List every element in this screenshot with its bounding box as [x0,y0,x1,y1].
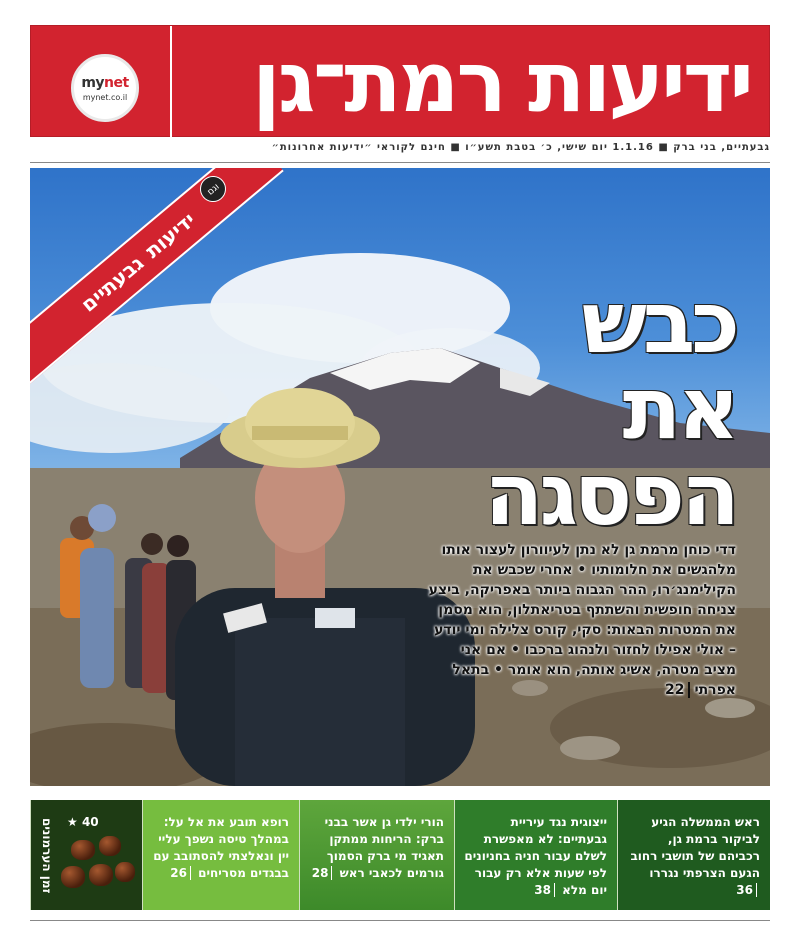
teaser-text: ראש הממשלה הגיע לביקור ברמת גן, רכביהם של תושבי רחוב הגעם הצרפתי נגררו [630,815,760,880]
logo-my: my [81,75,105,91]
teaser-bar [30,800,770,910]
ad-count: 40 ★ [67,815,99,829]
ribbon-badge: וגם [195,171,232,208]
teaser-page: 36 [736,883,757,897]
cover-photo [30,168,770,786]
deck-page-number: 22 [665,682,690,698]
headline-line3: הפסגה [484,445,736,545]
mynet-logo-text [74,75,136,91]
chestnut-icon [89,864,113,886]
ribbon-word2: גבעתיים [76,250,149,317]
headline-line1: כבש [581,273,736,373]
dateline: גבעתיים, בני ברק ■ 1.1.16 יום שישי, כ׳ בטבת תשע״ו ■ חינם לקוראי ״ידיעות אחרונות״ [271,142,770,153]
cover-deck [426,540,736,700]
masthead-divider [170,26,172,138]
chestnut-icon [115,862,135,882]
bottom-rule [30,920,770,921]
teaser-2[interactable] [454,800,617,910]
headline-line2: את [622,359,736,459]
masthead-title-word1: ידיעות [527,33,751,131]
teaser-page: 26 [170,866,191,880]
mynet-logo[interactable] [71,54,139,122]
ad-vertical-text: זמן הערמונים [40,818,54,894]
logo-net: net [104,75,129,91]
teaser-page: 38 [534,883,555,897]
teaser-4[interactable] [142,800,299,910]
masthead-title [151,32,751,132]
chestnut-icon [71,840,95,860]
chestnut-icon [99,836,121,856]
teaser-1[interactable] [617,800,770,910]
chestnut-icon [61,866,85,888]
ribbon-word1: ידיעות [140,207,200,263]
teaser-text: ייצוגית נגד עיריית גבעתיים: לא מאפשרת לשלם עבור חניה בחניונים לפי שעות אלא רק עבור יום מלא [464,815,607,897]
top-rule [30,162,770,163]
mynet-url: mynet.co.il [82,93,128,102]
teaser-3[interactable] [299,800,454,910]
deck-text: דדי כוחן מרמת גן לא נתן לעיוורון לעצור אותו מלהגשים את חלומותיו • אחרי שכבש את הקילימנג׳רו, ההר הגבוה ביותר באפריקה, ביצע צניחה חופשית והשתתף בטריאתלון, הוא מסמן את המטרות הבאות: סקי, קורס צלילה ומי יודע – אולי אפילו לחזור ולנהוג ברכבו • אם אני מציב מטרה, אשיג אותה, הוא אומר • בתאל אפרתי [428,542,736,698]
masthead [30,25,770,137]
teaser-text: רופא תובע את אל על: במהלך טיסה נשפך עליי יין ונאלצתי להסתובב עם בבגדים מסריחים [153,815,289,880]
masthead-title-word2: רמת־גן [252,33,504,131]
chestnut-ad[interactable] [30,800,142,910]
teaser-text: הורי ילדי גן אשר בבני ברק: הריחות ממתקן תאגיד מי ברק הסמוך גורמים לכאבי ראש [324,815,444,880]
teaser-page: 28 [312,866,333,880]
cover-headline[interactable] [376,273,736,545]
